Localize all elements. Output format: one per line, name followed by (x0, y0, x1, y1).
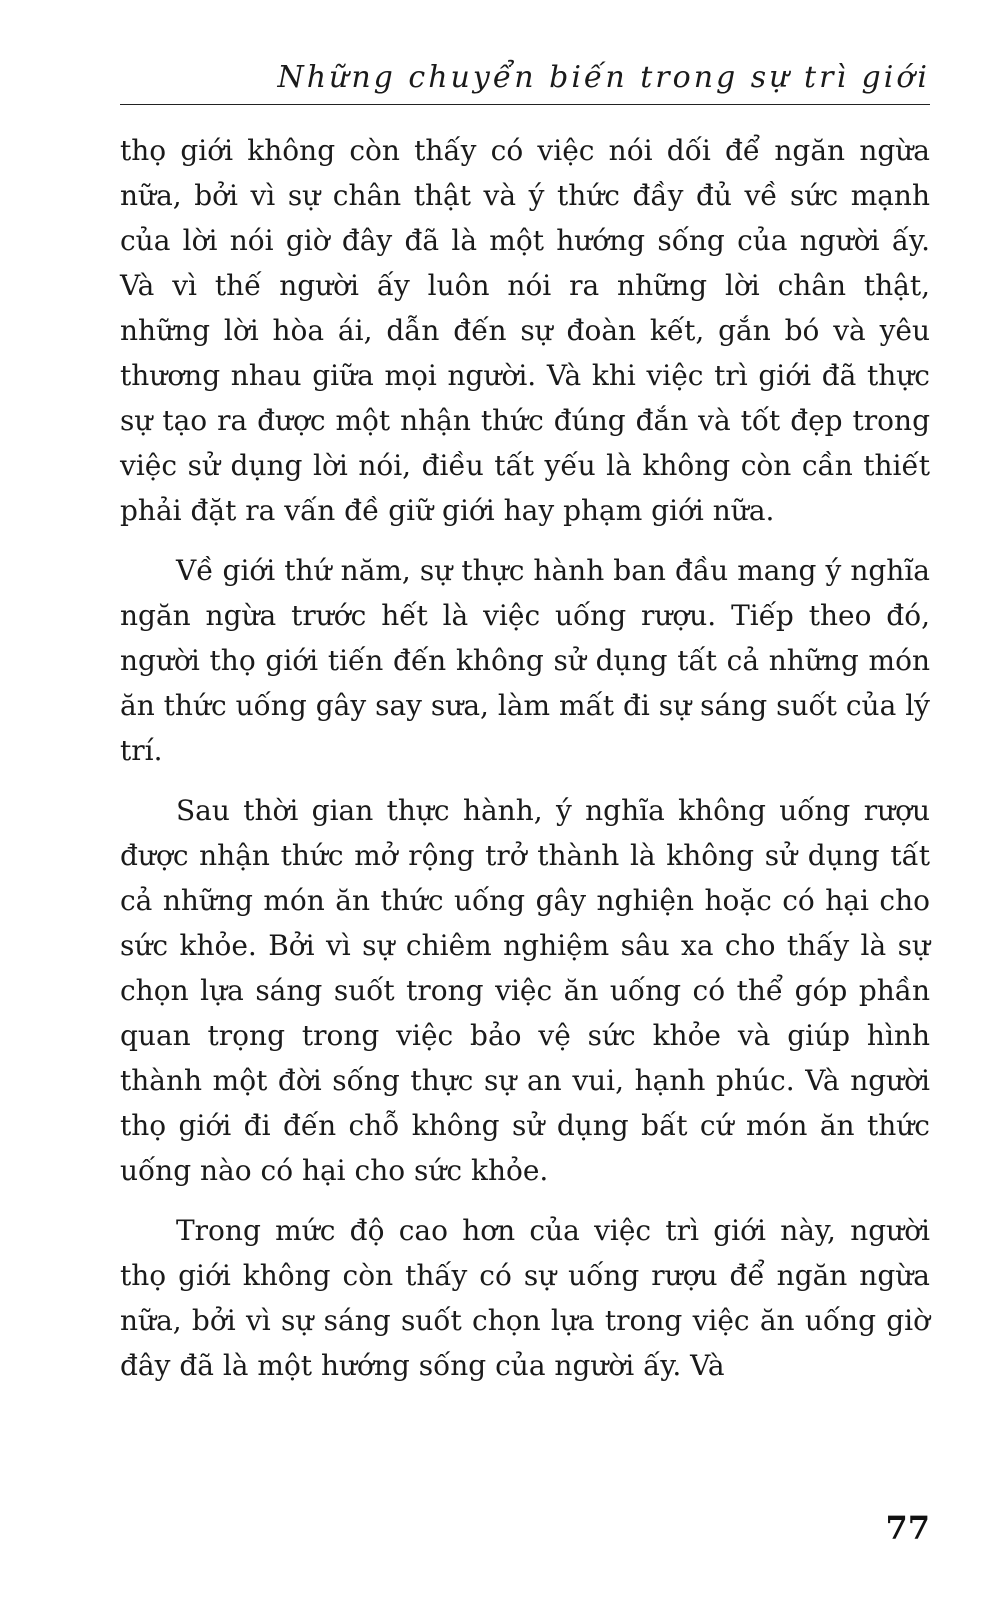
paragraph: Trong mức độ cao hơn của việc trì giới này, người thọ giới không còn thấy có sự uống rượu để ngăn ngừa nữa, bởi vì sự sáng suốt chọn lựa trong việc ăn uống giờ đây đã là một hướng sống của người ấy. Và (120, 1214, 930, 1382)
paragraph: Sau thời gian thực hành, ý nghĩa không uống rượu được nhận thức mở rộng trở thành là không sử dụng tất cả những món ăn thức uống gây nghiện hoặc có hại cho sức khỏe. Bởi vì sự chiêm nghiệm sâu xa cho thấy là sự chọn lựa sáng suốt trong việc ăn uống có thể góp phần quan trọng trong việc bảo vệ sức khỏe và giúp hình thành một đời sống thực sự an vui, hạnh phúc. Và người thọ giới đi đến chỗ không sử dụng bất cứ món ăn thức uống nào có hại cho sức khỏe. (120, 794, 930, 1187)
paragraph: Về giới thứ năm, sự thực hành ban đầu mang ý nghĩa ngăn ngừa trước hết là việc uống rượu. Tiếp theo đó, người thọ giới tiến đến không sử dụng tất cả những món ăn thức uống gây say sưa, làm mất đi sự sáng suốt của lý trí. (120, 554, 930, 767)
body-text (120, 128, 930, 1403)
page-number: 77 (885, 1509, 930, 1547)
running-head-title: Những chuyển biến trong sự trì giới (277, 60, 930, 95)
paragraph-continued: thọ giới không còn thấy có việc nói dối để ngăn ngừa nữa, bởi vì sự chân thật và ý thức đầy đủ về sức mạnh của lời nói giờ đây đã là một hướng sống của người ấy. Và vì thế người ấy luôn nói ra những lời chân thật, những lời hòa ái, dẫn đến sự đoàn kết, gắn bó và yêu thương nhau giữa mọi người. Và khi việc trì giới đã thực sự tạo ra được một nhận thức đúng đắn và tốt đẹp trong việc sử dụng lời nói, điều tất yếu là không còn cần thiết phải đặt ra vấn đề giữ giới hay phạm giới nữa. (120, 134, 930, 527)
running-header (120, 56, 930, 105)
